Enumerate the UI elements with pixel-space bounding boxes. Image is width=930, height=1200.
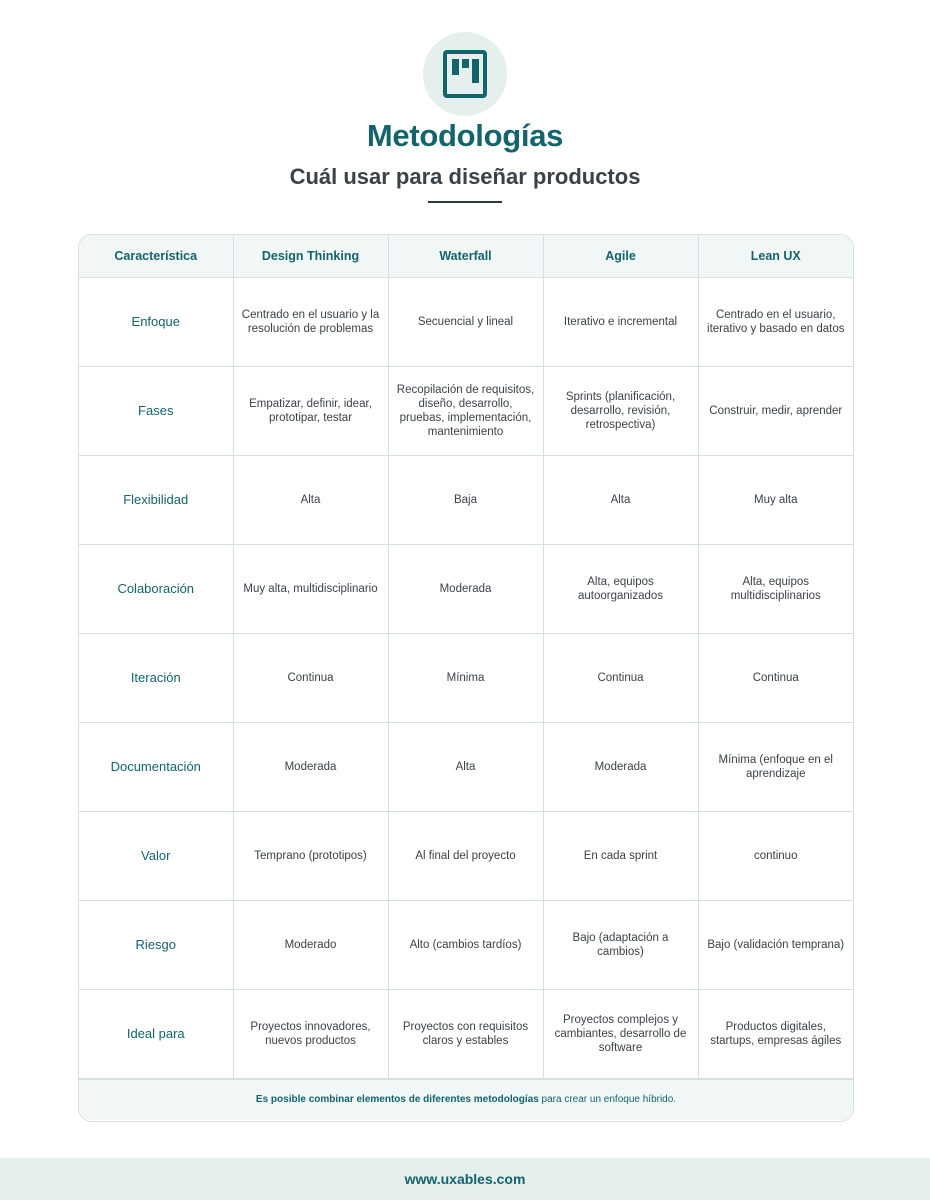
row-feature-label: Valor bbox=[79, 812, 233, 901]
table-cell: Moderada bbox=[233, 723, 388, 812]
table-cell: Proyectos complejos y cambiantes, desarrollo de software bbox=[543, 990, 698, 1079]
table-cell: Bajo (validación temprana) bbox=[698, 901, 853, 990]
table-cell: En cada sprint bbox=[543, 812, 698, 901]
table-row bbox=[79, 634, 853, 723]
table-cell: Moderado bbox=[233, 901, 388, 990]
table-cell: Iterativo e incremental bbox=[543, 278, 698, 367]
footnote-text: para crear un enfoque híbrido. bbox=[538, 1094, 677, 1105]
table-cell: Alta, equipos autoorganizados bbox=[543, 545, 698, 634]
row-feature-label: Colaboración bbox=[79, 545, 233, 634]
footnote bbox=[79, 1079, 853, 1120]
table-cell: Centrado en el usuario, iterativo y basado en datos bbox=[698, 278, 853, 367]
table-cell: Muy alta bbox=[698, 456, 853, 545]
table-cell: Sprints (planificación, desarrollo, revisión, retrospectiva) bbox=[543, 367, 698, 456]
table-cell: Productos digitales, startups, empresas ágiles bbox=[698, 990, 853, 1079]
table-cell: Moderada bbox=[388, 545, 543, 634]
footer-bar bbox=[0, 1158, 930, 1200]
table-cell: Mínima bbox=[388, 634, 543, 723]
table-cell: Alto (cambios tardíos) bbox=[388, 901, 543, 990]
table-cell: Mínima (enfoque en el aprendizaje bbox=[698, 723, 853, 812]
table-row bbox=[79, 812, 853, 901]
table-header-row bbox=[79, 235, 853, 278]
table-cell: Alta bbox=[388, 723, 543, 812]
table-row bbox=[79, 545, 853, 634]
row-feature-label: Documentación bbox=[79, 723, 233, 812]
row-feature-label: Enfoque bbox=[79, 278, 233, 367]
table-row bbox=[79, 990, 853, 1079]
table-cell: Bajo (adaptación a cambios) bbox=[543, 901, 698, 990]
column-header: Característica bbox=[79, 235, 233, 278]
table-row bbox=[79, 901, 853, 990]
kanban-board-icon bbox=[443, 50, 487, 98]
table-cell: Secuencial y lineal bbox=[388, 278, 543, 367]
table-cell: Baja bbox=[388, 456, 543, 545]
table-cell: Al final del proyecto bbox=[388, 812, 543, 901]
table-cell: Recopilación de requisitos, diseño, desarrollo, pruebas, implementación, mantenimiento bbox=[388, 367, 543, 456]
column-header: Waterfall bbox=[388, 235, 543, 278]
table-cell: Alta bbox=[543, 456, 698, 545]
table-cell: Muy alta, multidisciplinario bbox=[233, 545, 388, 634]
page-subtitle: Cuál usar para diseñar productos bbox=[289, 164, 641, 189]
row-feature-label: Iteración bbox=[79, 634, 233, 723]
column-header: Lean UX bbox=[698, 235, 853, 278]
row-feature-label: Fases bbox=[79, 367, 233, 456]
row-feature-label: Flexibilidad bbox=[79, 456, 233, 545]
table-cell: Continua bbox=[698, 634, 853, 723]
title-divider bbox=[428, 201, 502, 203]
table-row bbox=[79, 278, 853, 367]
table-row bbox=[79, 456, 853, 545]
row-feature-label: Ideal para bbox=[79, 990, 233, 1079]
table-cell: Continua bbox=[233, 634, 388, 723]
comparison-table-card bbox=[78, 234, 854, 1122]
table-cell: Continua bbox=[543, 634, 698, 723]
table-cell: Moderada bbox=[543, 723, 698, 812]
column-header: Design Thinking bbox=[233, 235, 388, 278]
table-row bbox=[79, 367, 853, 456]
table-cell: continuo bbox=[698, 812, 853, 901]
table-cell: Construir, medir, aprender bbox=[698, 367, 853, 456]
row-feature-label: Riesgo bbox=[79, 901, 233, 990]
table-cell: Proyectos con requisitos claros y estables bbox=[388, 990, 543, 1079]
column-header: Agile bbox=[543, 235, 698, 278]
table-cell: Alta, equipos multidisciplinarios bbox=[698, 545, 853, 634]
table-cell: Alta bbox=[233, 456, 388, 545]
table-cell: Temprano (prototipos) bbox=[233, 812, 388, 901]
comparison-table bbox=[79, 235, 853, 1079]
table-cell: Empatizar, definir, idear, prototipar, testar bbox=[233, 367, 388, 456]
table-cell: Centrado en el usuario y la resolución de problemas bbox=[233, 278, 388, 367]
table-row bbox=[79, 723, 853, 812]
logo-badge bbox=[423, 32, 507, 116]
website-link[interactable]: www.uxables.com bbox=[404, 1171, 526, 1187]
footnote-emphasis: Es posible combinar elementos de diferentes metodologías bbox=[255, 1094, 539, 1105]
table-cell: Proyectos innovadores, nuevos productos bbox=[233, 990, 388, 1079]
page-title: Metodologías bbox=[366, 118, 564, 153]
